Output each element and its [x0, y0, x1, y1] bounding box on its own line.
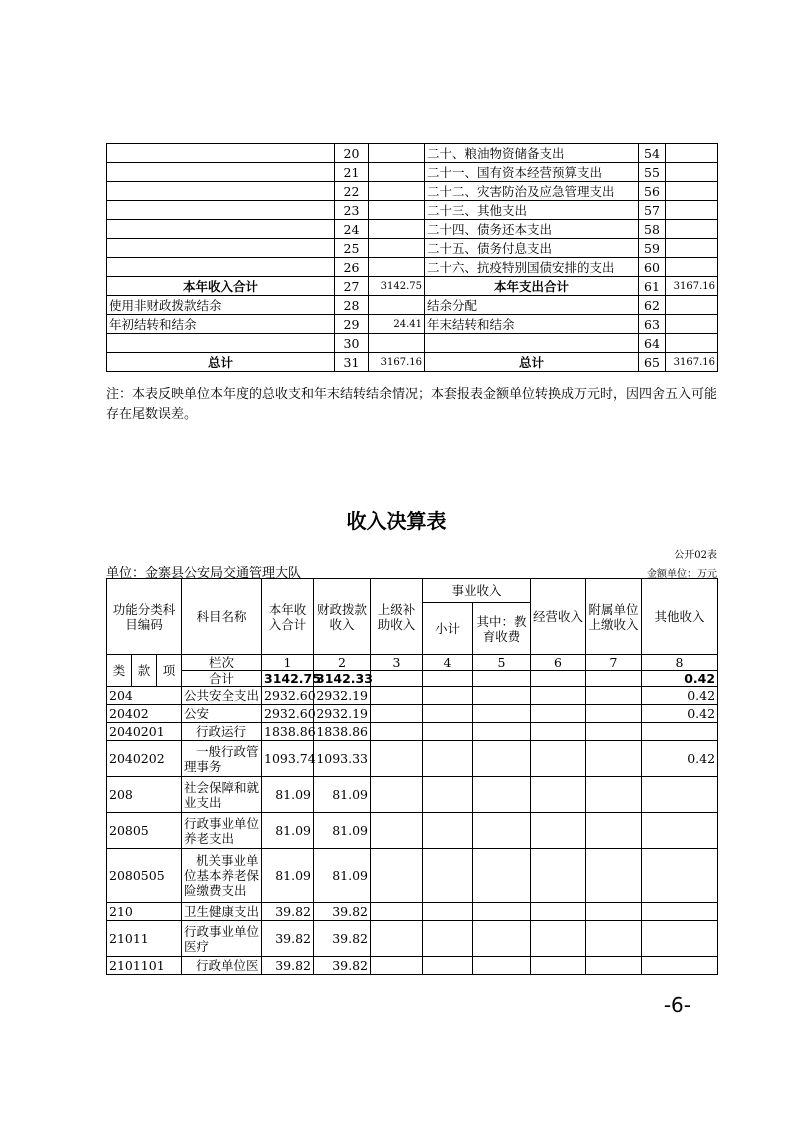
table-row [107, 813, 718, 849]
summary-right-item: 年末结转和结余 [425, 315, 639, 334]
summary-right-item: 总计 [425, 353, 639, 372]
summary-left-item [107, 334, 335, 353]
empty-cell [531, 903, 586, 921]
empty-cell [423, 705, 473, 723]
table-row [107, 741, 718, 777]
empty-cell [531, 723, 586, 741]
empty-cell [371, 671, 423, 687]
empty-cell [423, 777, 473, 813]
summary-row [107, 258, 718, 277]
summary-left-amount [369, 258, 425, 277]
header-other: 其他收入 [642, 579, 718, 655]
col-num: 7 [586, 655, 642, 671]
col-num: 2 [314, 655, 371, 671]
header-xiang: 项 [157, 655, 182, 687]
row-name: 公安 [182, 705, 262, 723]
row-other [642, 903, 718, 921]
summary-left-item: 本年收入合计 [107, 277, 335, 296]
col-num: 4 [423, 655, 473, 671]
empty-cell [531, 671, 586, 687]
empty-cell [531, 705, 586, 723]
table-row [107, 777, 718, 813]
header-education-fee: 其中：教育收费 [473, 603, 531, 655]
empty-cell [473, 671, 531, 687]
row-code: 2080505 [107, 849, 182, 903]
summary-row [107, 220, 718, 239]
row-annual-total: 39.82 [262, 921, 314, 957]
row-name: 行政运行 [182, 723, 262, 741]
summary-right-amount [666, 182, 718, 201]
summary-row [107, 182, 718, 201]
table-note: 注：本表反映单位本年度的总收支和年末结转结余情况；本套报表金额单位转换成万元时，因四舍五入可能存在尾数误差。 [106, 387, 718, 422]
total-other: 0.42 [642, 671, 718, 687]
total-label: 合计 [182, 671, 262, 687]
row-code: 20805 [107, 813, 182, 849]
row-fiscal: 2932.19 [314, 705, 371, 723]
summary-row [107, 201, 718, 220]
total-annual: 3142.75 [262, 671, 314, 687]
summary-left-no: 22 [335, 182, 369, 201]
empty-cell [423, 723, 473, 741]
summary-left-item: 总计 [107, 353, 335, 372]
col-num: 6 [531, 655, 586, 671]
empty-cell [473, 849, 531, 903]
empty-cell [531, 849, 586, 903]
total-fiscal: 3142.33 [314, 671, 371, 687]
empty-cell [586, 741, 642, 777]
summary-row [107, 163, 718, 182]
empty-cell [371, 921, 423, 957]
summary-right-no: 63 [639, 315, 666, 334]
summary-right-item: 二十五、债务付息支出 [425, 239, 639, 258]
row-name: 行政事业单位养老支出 [182, 813, 262, 849]
row-fiscal: 2932.19 [314, 687, 371, 705]
row-code: 20402 [107, 705, 182, 723]
summary-left-amount [369, 239, 425, 258]
unit-label: 单位：金寨县公安局交通管理大队 [106, 566, 302, 581]
summary-left-amount [369, 163, 425, 182]
summary-right-no: 64 [639, 334, 666, 353]
empty-cell [371, 705, 423, 723]
header-affiliated: 附属单位上缴收入 [586, 579, 642, 655]
summary-table [106, 143, 718, 372]
summary-right-amount [666, 163, 718, 182]
empty-cell [371, 687, 423, 705]
summary-right-item [425, 334, 639, 353]
row-annual-total: 1838.86 [262, 723, 314, 741]
summary-left-amount [369, 182, 425, 201]
empty-cell [423, 687, 473, 705]
summary-left-amount: 3167.16 [369, 353, 425, 372]
empty-cell [586, 777, 642, 813]
empty-cell [473, 957, 531, 975]
summary-right-no: 58 [639, 220, 666, 239]
empty-cell [586, 687, 642, 705]
row-annual-total: 39.82 [262, 903, 314, 921]
row-fiscal: 81.09 [314, 849, 371, 903]
summary-right-no: 57 [639, 201, 666, 220]
header-subtotal: 小计 [423, 603, 473, 655]
summary-left-no: 28 [335, 296, 369, 315]
income-table-body [107, 687, 718, 975]
header-annual-total: 本年收入合计 [262, 579, 314, 655]
row-annual-total: 81.09 [262, 813, 314, 849]
row-fiscal: 81.09 [314, 813, 371, 849]
row-code: 2040202 [107, 741, 182, 777]
empty-cell [423, 671, 473, 687]
income-table-header [107, 579, 718, 687]
page-title: 收入决算表 [346, 509, 447, 533]
summary-left-amount [369, 201, 425, 220]
summary-right-item: 二十一、国有资本经营预算支出 [425, 163, 639, 182]
money-unit-label: 金额单位：万元 [647, 569, 717, 580]
col-num: 1 [262, 655, 314, 671]
header-kuan: 款 [132, 655, 157, 687]
empty-cell [371, 957, 423, 975]
header-func-code: 功能分类科目编码 [107, 579, 182, 655]
table-row [107, 957, 718, 975]
summary-left-no: 31 [335, 353, 369, 372]
summary-left-amount [369, 220, 425, 239]
empty-cell [423, 849, 473, 903]
summary-right-item: 二十六、抗疫特别国债安排的支出 [425, 258, 639, 277]
empty-cell [586, 903, 642, 921]
empty-cell [473, 921, 531, 957]
empty-cell [371, 903, 423, 921]
summary-right-item: 结余分配 [425, 296, 639, 315]
col-num: 3 [371, 655, 423, 671]
row-annual-total: 81.09 [262, 849, 314, 903]
empty-cell [371, 741, 423, 777]
summary-right-amount [666, 334, 718, 353]
table-row [107, 687, 718, 705]
empty-cell [586, 921, 642, 957]
summary-left-item [107, 239, 335, 258]
empty-cell [531, 777, 586, 813]
summary-right-amount [666, 258, 718, 277]
summary-table-body [107, 144, 718, 372]
summary-right-amount [666, 144, 718, 163]
row-annual-total: 1093.74 [262, 741, 314, 777]
summary-right-no: 55 [639, 163, 666, 182]
table-row [107, 903, 718, 921]
row-code: 2101101 [107, 957, 182, 975]
row-code: 2040201 [107, 723, 182, 741]
row-other [642, 957, 718, 975]
empty-cell [423, 903, 473, 921]
summary-right-item: 本年支出合计 [425, 277, 639, 296]
summary-left-item [107, 258, 335, 277]
summary-left-no: 30 [335, 334, 369, 353]
summary-right-no: 65 [639, 353, 666, 372]
summary-row [107, 315, 718, 334]
summary-left-item [107, 182, 335, 201]
row-annual-total: 39.82 [262, 957, 314, 975]
row-name: 公共安全支出 [182, 687, 262, 705]
summary-left-no: 25 [335, 239, 369, 258]
header-fiscal: 财政拨款收入 [314, 579, 371, 655]
summary-left-no: 24 [335, 220, 369, 239]
total-row [107, 671, 718, 687]
summary-right-no: 62 [639, 296, 666, 315]
summary-left-no: 29 [335, 315, 369, 334]
summary-left-item [107, 201, 335, 220]
row-name: 行政事业单位医疗 [182, 921, 262, 957]
row-fiscal: 1838.86 [314, 723, 371, 741]
header-superior-subsidy: 上级补助收入 [371, 579, 423, 655]
form-number: 公开02表 [674, 550, 717, 561]
summary-right-item: 二十四、债务还本支出 [425, 220, 639, 239]
table-row [107, 921, 718, 957]
row-name: 机关事业单位基本养老保险缴费支出 [182, 849, 262, 903]
row-name: 一般行政管理事务 [182, 741, 262, 777]
row-other: 0.42 [642, 687, 718, 705]
row-code: 210 [107, 903, 182, 921]
summary-left-item [107, 163, 335, 182]
summary-left-item: 年初结转和结余 [107, 315, 335, 334]
header-operating: 经营收入 [531, 579, 586, 655]
row-annual-total: 2932.60 [262, 705, 314, 723]
summary-right-amount [666, 220, 718, 239]
row-other [642, 813, 718, 849]
empty-cell [586, 813, 642, 849]
row-fiscal: 39.82 [314, 921, 371, 957]
summary-left-item [107, 144, 335, 163]
empty-cell [423, 957, 473, 975]
row-name: 卫生健康支出 [182, 903, 262, 921]
col-num: 5 [473, 655, 531, 671]
col-num: 8 [642, 655, 718, 671]
empty-cell [473, 777, 531, 813]
summary-right-no: 56 [639, 182, 666, 201]
row-other: 0.42 [642, 741, 718, 777]
column-no-label: 栏次 [182, 655, 262, 671]
empty-cell [586, 705, 642, 723]
summary-left-no: 20 [335, 144, 369, 163]
summary-left-no: 26 [335, 258, 369, 277]
empty-cell [586, 671, 642, 687]
row-annual-total: 2932.60 [262, 687, 314, 705]
summary-left-no: 21 [335, 163, 369, 182]
summary-right-item: 二十三、其他支出 [425, 201, 639, 220]
row-annual-total: 81.09 [262, 777, 314, 813]
empty-cell [531, 741, 586, 777]
summary-left-amount: 3142.75 [369, 277, 425, 296]
summary-right-item: 二十、粮油物资储备支出 [425, 144, 639, 163]
summary-right-amount [666, 239, 718, 258]
summary-row [107, 239, 718, 258]
summary-right-no: 59 [639, 239, 666, 258]
row-name: 社会保障和就业支出 [182, 777, 262, 813]
header-business-income: 事业收入 [423, 579, 531, 603]
summary-left-amount [369, 144, 425, 163]
summary-left-amount: 24.41 [369, 315, 425, 334]
empty-cell [423, 813, 473, 849]
income-table [106, 578, 718, 975]
row-other: 0.42 [642, 705, 718, 723]
empty-cell [423, 921, 473, 957]
row-code: 208 [107, 777, 182, 813]
empty-cell [423, 741, 473, 777]
row-code: 204 [107, 687, 182, 705]
summary-row [107, 353, 718, 372]
row-fiscal: 81.09 [314, 777, 371, 813]
empty-cell [473, 813, 531, 849]
summary-left-amount [369, 296, 425, 315]
row-code: 21011 [107, 921, 182, 957]
header-subject-name: 科目名称 [182, 579, 262, 655]
summary-right-no: 60 [639, 258, 666, 277]
summary-right-item: 二十二、灾害防治及应急管理支出 [425, 182, 639, 201]
empty-cell [371, 777, 423, 813]
row-other [642, 777, 718, 813]
summary-left-item: 使用非财政拨款结余 [107, 296, 335, 315]
row-other [642, 921, 718, 957]
empty-cell [473, 903, 531, 921]
empty-cell [473, 723, 531, 741]
empty-cell [473, 687, 531, 705]
summary-right-amount: 3167.16 [666, 353, 718, 372]
summary-left-no: 27 [335, 277, 369, 296]
summary-right-no: 61 [639, 277, 666, 296]
row-fiscal: 39.82 [314, 903, 371, 921]
row-other [642, 849, 718, 903]
empty-cell [531, 921, 586, 957]
summary-right-amount: 3167.16 [666, 277, 718, 296]
summary-right-no: 54 [639, 144, 666, 163]
empty-cell [531, 813, 586, 849]
summary-right-amount [666, 296, 718, 315]
row-fiscal: 1093.33 [314, 741, 371, 777]
summary-right-amount [666, 315, 718, 334]
summary-left-item [107, 220, 335, 239]
empty-cell [586, 849, 642, 903]
table-row [107, 723, 718, 741]
empty-cell [531, 957, 586, 975]
empty-cell [531, 687, 586, 705]
summary-row [107, 277, 718, 296]
empty-cell [371, 813, 423, 849]
summary-row [107, 296, 718, 315]
page-number: -6- [663, 993, 691, 1017]
empty-cell [586, 723, 642, 741]
header-lei: 类 [107, 655, 132, 687]
empty-cell [473, 705, 531, 723]
row-name: 行政单位医 [182, 957, 262, 975]
row-fiscal: 39.82 [314, 957, 371, 975]
summary-row [107, 144, 718, 163]
table-row [107, 705, 718, 723]
empty-cell [371, 723, 423, 741]
empty-cell [586, 957, 642, 975]
summary-row [107, 334, 718, 353]
summary-left-amount [369, 334, 425, 353]
summary-right-amount [666, 201, 718, 220]
row-other [642, 723, 718, 741]
table-row [107, 849, 718, 903]
summary-left-no: 23 [335, 201, 369, 220]
empty-cell [473, 741, 531, 777]
empty-cell [371, 849, 423, 903]
